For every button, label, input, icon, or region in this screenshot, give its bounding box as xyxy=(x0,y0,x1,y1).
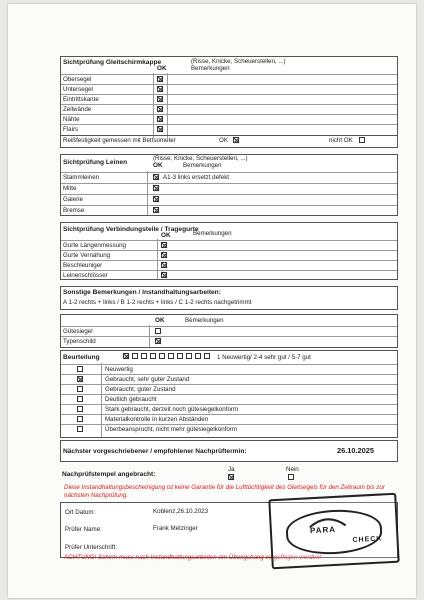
inspector-signature-label: Prüfer Unterschrift: xyxy=(65,544,117,551)
canopy-row xyxy=(61,104,397,114)
scale-box[interactable] xyxy=(159,353,165,359)
warning-text: ACHTUNG! Schirm muss nach Instandhaltungsarbeiten am Übungshang eingeflogen werden! xyxy=(64,554,322,561)
lines-row-label: Galerie xyxy=(63,196,83,203)
risers-row-checkbox[interactable] xyxy=(161,272,167,278)
canopy-row xyxy=(61,114,397,124)
risers-section-title: Sichtprüfung Verbindungsteile / Tragegurte xyxy=(63,226,199,233)
risers-row-label: Gurte Längenmessung xyxy=(63,242,126,249)
assessment-option xyxy=(61,374,397,384)
lines-row-label: Bremse xyxy=(63,207,85,214)
assessment-checkbox[interactable] xyxy=(77,366,83,372)
risers-row xyxy=(61,270,397,280)
risers-row-label: Leinenschlösser xyxy=(63,272,108,279)
canopy-row-label: Nähte xyxy=(63,116,80,123)
stamp-applied-section xyxy=(60,466,396,484)
seal-ok-header: OK xyxy=(155,317,165,324)
risers-row xyxy=(61,250,397,260)
canopy-row xyxy=(61,74,397,84)
tear-test-row xyxy=(61,135,397,145)
risers-row-label: Gurte Vernähung xyxy=(63,252,111,259)
lines-row-remark: A1-3 links ersetzt defekt xyxy=(163,174,230,181)
scale-box[interactable] xyxy=(195,353,201,359)
canopy-row-label: Flairs xyxy=(63,126,79,133)
risers-row xyxy=(61,260,397,270)
tear-test-label: Reißfestigkeit gemessen mit Bettsometer xyxy=(63,137,176,144)
tear-not-ok-label: nicht OK xyxy=(329,137,353,144)
canopy-row xyxy=(61,124,397,134)
seal-row-label: Gütesiegel xyxy=(63,328,93,335)
lines-row xyxy=(61,194,397,204)
assessment-option xyxy=(61,384,397,394)
stamp-no-label: Nein xyxy=(286,466,299,473)
scale-box[interactable] xyxy=(132,353,138,359)
stamp-text-left: PARA xyxy=(309,524,337,536)
assessment-checkbox[interactable] xyxy=(77,376,83,382)
lines-row xyxy=(61,183,397,193)
stamp-applied-label: Nachprüfstempel angebracht: xyxy=(62,471,156,478)
stamp-glider-icon xyxy=(307,513,348,529)
scale-box[interactable] xyxy=(150,353,156,359)
assessment-checkbox[interactable] xyxy=(77,426,83,432)
assessment-checkbox[interactable] xyxy=(77,386,83,392)
lines-row-checkbox[interactable] xyxy=(153,185,159,191)
risers-row-label: Beschleuniger xyxy=(63,262,103,269)
assessment-checkbox[interactable] xyxy=(77,406,83,412)
canopy-row-label: Untersegel xyxy=(63,86,93,93)
canopy-row-label: Zellwände xyxy=(63,106,92,113)
paracheck-stamp xyxy=(268,493,399,570)
tear-not-ok-checkbox[interactable] xyxy=(359,137,365,143)
assessment-option-label: Überbeansprucht, nicht mehr gütesiegelkonform xyxy=(105,426,238,433)
scale-box[interactable] xyxy=(141,353,147,359)
risers-row xyxy=(61,240,397,250)
canopy-row-checkbox[interactable] xyxy=(157,86,163,92)
lines-inspection-section xyxy=(60,154,398,216)
other-remarks-title: Sonstige Bemerkungen / Instandhaltungsarbeiten: xyxy=(63,289,221,296)
seal-row-checkbox[interactable] xyxy=(155,328,161,334)
other-remarks-text: A 1-2 rechts + links / B 1-2 rechts + links / C 1-2 rechts nachgetrimmt xyxy=(63,299,252,306)
lines-row-checkbox[interactable] xyxy=(153,207,159,213)
canopy-remarks-header: Bemerkungen xyxy=(191,65,230,72)
canopy-ok-header: OK xyxy=(157,65,167,72)
seal-row xyxy=(61,336,397,346)
stamp-no-checkbox[interactable] xyxy=(288,474,294,480)
risers-row-checkbox[interactable] xyxy=(161,252,167,258)
risers-ok-header: OK xyxy=(161,232,171,239)
canopy-section-hint: (Risse, Knicke, Scheuerstellen, ...) xyxy=(191,58,286,65)
risers-inspection-section xyxy=(60,222,398,280)
assessment-option-label: Neuwertig xyxy=(105,366,133,373)
lines-row-label: Stammleinen xyxy=(63,174,100,181)
canopy-row-label: Obersegel xyxy=(63,76,92,83)
tear-ok-label: OK xyxy=(219,137,228,144)
seal-row xyxy=(61,326,397,336)
next-inspection-section xyxy=(60,440,398,462)
assessment-checkbox[interactable] xyxy=(77,416,83,422)
assessment-option-label: Stark gebraucht, derzeit noch gütesiegelkonform xyxy=(105,406,239,413)
scale-box[interactable] xyxy=(186,353,192,359)
canopy-row-label: Eintrittskante xyxy=(63,96,99,103)
lines-section-title: Sichtprüfung Leinen xyxy=(63,159,128,166)
lines-row xyxy=(61,205,397,215)
canopy-row-checkbox[interactable] xyxy=(157,116,163,122)
lines-section-hint: (Risse, Knicke, Scheuerstellen, ...) xyxy=(153,155,248,162)
scale-box[interactable] xyxy=(204,353,210,359)
scale-box[interactable] xyxy=(168,353,174,359)
risers-row-checkbox[interactable] xyxy=(161,242,167,248)
lines-ok-header: OK xyxy=(153,162,163,169)
assessment-option xyxy=(61,414,397,424)
risers-remarks-header: Bemerkungen xyxy=(193,230,232,237)
other-remarks-section xyxy=(60,286,398,310)
stamp-yes-checkbox[interactable] xyxy=(228,474,234,480)
canopy-inspection-section xyxy=(60,56,398,148)
canopy-section-title: Sichtprüfung Gleitschirmkappe xyxy=(63,59,162,66)
assessment-option-label: Deutlich gebraucht xyxy=(105,396,157,403)
canopy-row-checkbox[interactable] xyxy=(157,126,163,132)
inspector-name-value: Frank Metzinger xyxy=(153,525,198,532)
place-date-value: Koblenz,26.10.2023 xyxy=(153,508,209,515)
seal-section xyxy=(60,314,398,348)
assessment-section xyxy=(60,350,398,438)
canopy-row-checkbox[interactable] xyxy=(157,96,163,102)
risers-row-checkbox[interactable] xyxy=(161,262,167,268)
seal-row-label: Typenschild xyxy=(63,338,96,345)
inspector-name-label: Prüfer Name: xyxy=(65,526,102,533)
assessment-option xyxy=(61,404,397,414)
assessment-option xyxy=(61,394,397,404)
stamp-yes-label: Ja xyxy=(228,466,235,473)
lines-row-label: Mitte xyxy=(63,185,77,192)
stamp-text-right: CHECK xyxy=(352,535,383,545)
assessment-scale-text: 1 Neuwertig/ 2-4 sehr gut / 5-7 gut xyxy=(217,354,311,361)
assessment-option-label: Gebraucht, guter Zustand xyxy=(105,386,176,393)
inspection-document-page xyxy=(8,4,416,598)
scale-box[interactable] xyxy=(123,353,129,359)
seal-remarks-header: Bemerkungen xyxy=(185,317,224,324)
assessment-title: Beurteilung xyxy=(63,354,100,361)
assessment-option-label: Gebraucht, sehr guter Zustand xyxy=(105,376,190,383)
tear-ok-checkbox[interactable] xyxy=(233,137,239,143)
disclaimer-text: Diese Instandhaltungsbescheinigung ist keine Garantie für die Lufttüchtigkeit des Gleitsegels für den Zeitraum bis zur nächsten Nachprüfung. xyxy=(64,484,385,499)
next-inspection-label: Nächster vorgeschriebener / empfohlener Nachprüftermin: xyxy=(63,448,247,455)
next-inspection-date: 26.10.2025 xyxy=(337,446,374,455)
canopy-row-checkbox[interactable] xyxy=(157,106,163,112)
assessment-checkbox[interactable] xyxy=(77,396,83,402)
lines-remarks-header: Bemerkungen xyxy=(183,162,222,169)
lines-row-checkbox[interactable] xyxy=(153,196,159,202)
assessment-option-label: Materialkontrolle in kurzen Abständen xyxy=(105,416,209,423)
assessment-option xyxy=(61,364,397,374)
place-date-label: Ort Datum: xyxy=(65,509,96,516)
lines-row-checkbox[interactable] xyxy=(153,174,159,180)
canopy-row xyxy=(61,94,397,104)
scale-box[interactable] xyxy=(177,353,183,359)
assessment-option xyxy=(61,424,397,434)
canopy-row xyxy=(61,84,397,94)
canopy-row-checkbox[interactable] xyxy=(157,76,163,82)
seal-row-checkbox[interactable] xyxy=(155,338,161,344)
lines-row xyxy=(61,172,397,182)
